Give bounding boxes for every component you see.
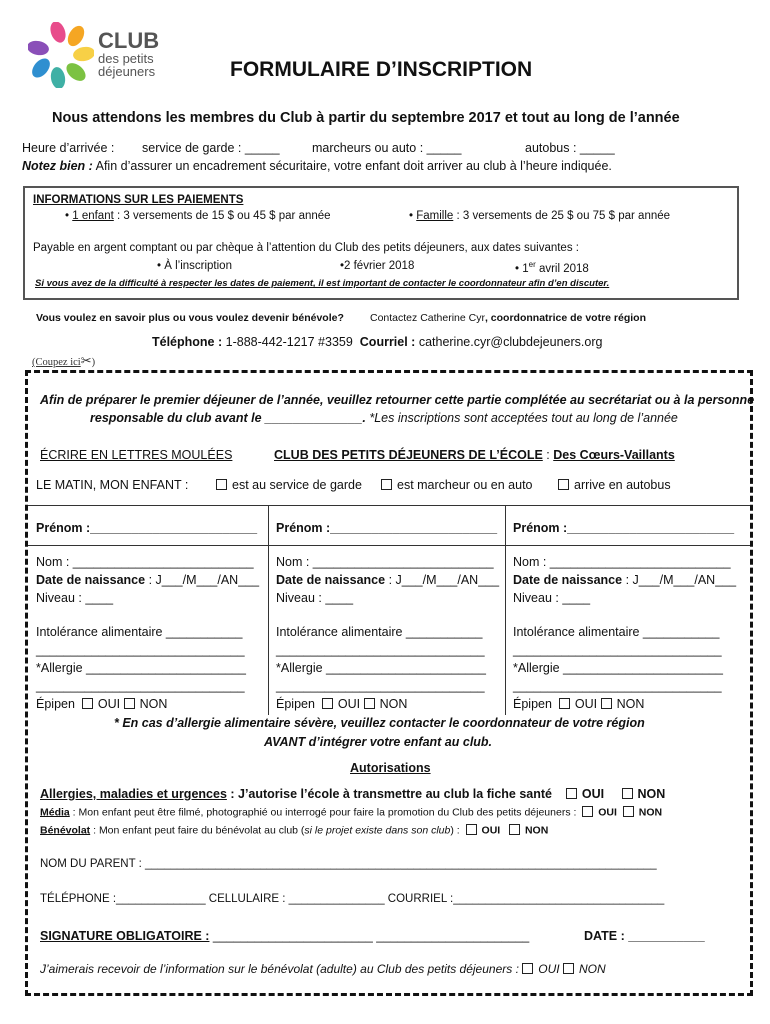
arrival-marcheurs: marcheurs ou auto : _____ bbox=[312, 141, 462, 155]
instructions-2: responsable du club avant le ______________. *Les inscriptions sont acceptées tout au long de l’année bbox=[90, 411, 678, 425]
payments-heading: INFORMATIONS SUR LES PAIEMENTS bbox=[33, 194, 244, 206]
payments-difficulty: Si vous avez de la difficulté à respecter les dates de paiement, il est important de contacter le coordonnateur afin d’en discuter. bbox=[35, 278, 610, 289]
arrival-label: Heure d’arrivée : bbox=[22, 141, 115, 155]
logo-line-3: déjeuners bbox=[98, 64, 156, 79]
child-column-2[interactable]: Prénom :________________________ Nom : __________________________ Date de naissance : J___/M___/AN___ Niveau : ____ Intolérance alimentaire ___________ ______________________________ *Allergie _______________________ ______________________________ Épipen OUI NON bbox=[276, 519, 504, 713]
registration-form bbox=[25, 370, 753, 996]
option-marcheur[interactable]: est marcheur ou en auto bbox=[381, 478, 533, 492]
instructions-1: Afin de préparer le premier déjeuner de l’année, veuillez retourner cette partie complétée au secrétariat ou à la personne bbox=[40, 393, 755, 407]
morning-row: LE MATIN, MON ENFANT : est au service de garde est marcheur ou en auto arrive en autobus bbox=[36, 478, 671, 492]
cut-label: (Coupez ici✂) bbox=[32, 353, 96, 368]
note-text: Afin d’assurer un encadrement sécuritaire, votre enfant doit arriver au club à l’heure indiquée. bbox=[92, 159, 612, 173]
auth-media[interactable]: Média : Mon enfant peut être filmé, photographié ou interrogé pour faire la promotion du Club des petits déjeuners : OUI NON bbox=[40, 806, 663, 819]
arrival-autobus: autobus : _____ bbox=[525, 141, 615, 155]
note-bold: Notez bien : bbox=[22, 159, 93, 173]
payments-enfant: • 1 enfant : 3 versements de 15 $ ou 45 $ par année bbox=[65, 210, 331, 222]
club-logo bbox=[28, 22, 168, 88]
child-column-1[interactable]: Prénom :________________________ Nom : __________________________ Date de naissance : J___/M___/AN___ Niveau : ____ Intolérance alimentaire ___________ ______________________________ *Allergie _______________________ ______________________________ Épipen OUI NON bbox=[36, 519, 264, 713]
payment-date-2: •2 février 2018 bbox=[340, 260, 415, 272]
option-garde[interactable]: est au service de garde bbox=[216, 478, 362, 492]
option-autobus[interactable]: arrive en autobus bbox=[558, 478, 671, 492]
payment-date-1: • À l’inscription bbox=[157, 260, 232, 272]
write-capitals: ÉCRIRE EN LETTRES MOULÉES bbox=[40, 448, 233, 462]
checkbox-icon[interactable] bbox=[381, 479, 392, 490]
parent-phone-field[interactable]: TÉLÉPHONE :______________ CELLULAIRE : _______________ COURRIEL :_________________________________ bbox=[40, 893, 665, 905]
footer-volunteer[interactable]: J’aimerais recevoir de l’information sur le bénévolat (adulte) au Club des petits déjeuners : OUI NON bbox=[40, 962, 606, 976]
subtitle: Nous attendons les membres du Club à partir du septembre 2017 et tout au long de l’année bbox=[52, 110, 680, 126]
payments-box bbox=[23, 186, 739, 300]
logo-line-1: CLUB bbox=[98, 28, 160, 53]
allergy-warning-1: * En cas d’allergie alimentaire sévère, veuillez contacter le coordonnateur de votre région bbox=[114, 716, 645, 730]
club-logo-icon bbox=[28, 22, 94, 88]
school-line: CLUB DES PETITS DÉJEUNERS DE L’ÉCOLE : Des Cœurs-Vaillants bbox=[274, 448, 675, 462]
signature-field[interactable]: SIGNATURE OBLIGATOIRE : _______________________ ______________________ bbox=[40, 929, 530, 943]
children-table bbox=[28, 505, 750, 715]
auth-heading: Autorisations bbox=[350, 761, 431, 775]
logo-line-2: des petits bbox=[98, 51, 154, 66]
scissors-icon: ✂ bbox=[80, 353, 92, 368]
volunteer-question: Vous voulez en savoir plus ou vous voulez devenir bénévole? bbox=[36, 312, 344, 324]
date-field[interactable]: DATE : ___________ bbox=[584, 929, 705, 943]
volunteer-phone-email: Téléphone : 1-888-442-1217 #3359 Courriel : catherine.cyr@clubdejeuners.org bbox=[152, 335, 603, 349]
payments-payable: Payable en argent comptant ou par chèque à l’attention du Club des petits déjeuners, aux dates suivantes : bbox=[33, 242, 579, 254]
parent-name-field[interactable]: NOM DU PARENT : ________________________________________________________________________________ bbox=[40, 858, 657, 870]
allergy-warning-2: AVANT d’intégrer votre enfant au club. bbox=[264, 735, 493, 749]
arrival-garde: service de garde : _____ bbox=[142, 141, 280, 155]
arrival-row bbox=[22, 141, 762, 155]
note bbox=[22, 159, 612, 173]
checkbox-icon[interactable] bbox=[216, 479, 227, 490]
child-column-3[interactable]: Prénom :________________________ Nom : __________________________ Date de naissance : J___/M___/AN___ Niveau : ____ Intolérance alimentaire ___________ ______________________________ *Allergie _______________________ ______________________________ Épipen OUI NON bbox=[513, 519, 741, 713]
checkbox-icon[interactable] bbox=[558, 479, 569, 490]
volunteer-contact: Contactez Catherine Cyr, coordonnatrice de votre région bbox=[370, 312, 646, 324]
auth-allergies[interactable]: Allergies, maladies et urgences : J’autorise l’école à transmettre au club la fiche santé OUI NON bbox=[40, 787, 666, 801]
auth-benevolat[interactable]: Bénévolat : Mon enfant peut faire du bénévolat au club (si le projet existe dans son club) : OUI NON bbox=[40, 824, 549, 837]
page-title: FORMULAIRE D’INSCRIPTION bbox=[230, 58, 533, 81]
payments-famille: • Famille : 3 versements de 25 $ ou 75 $ par année bbox=[409, 210, 671, 222]
payment-date-3: • 1er avril 2018 bbox=[515, 260, 589, 275]
